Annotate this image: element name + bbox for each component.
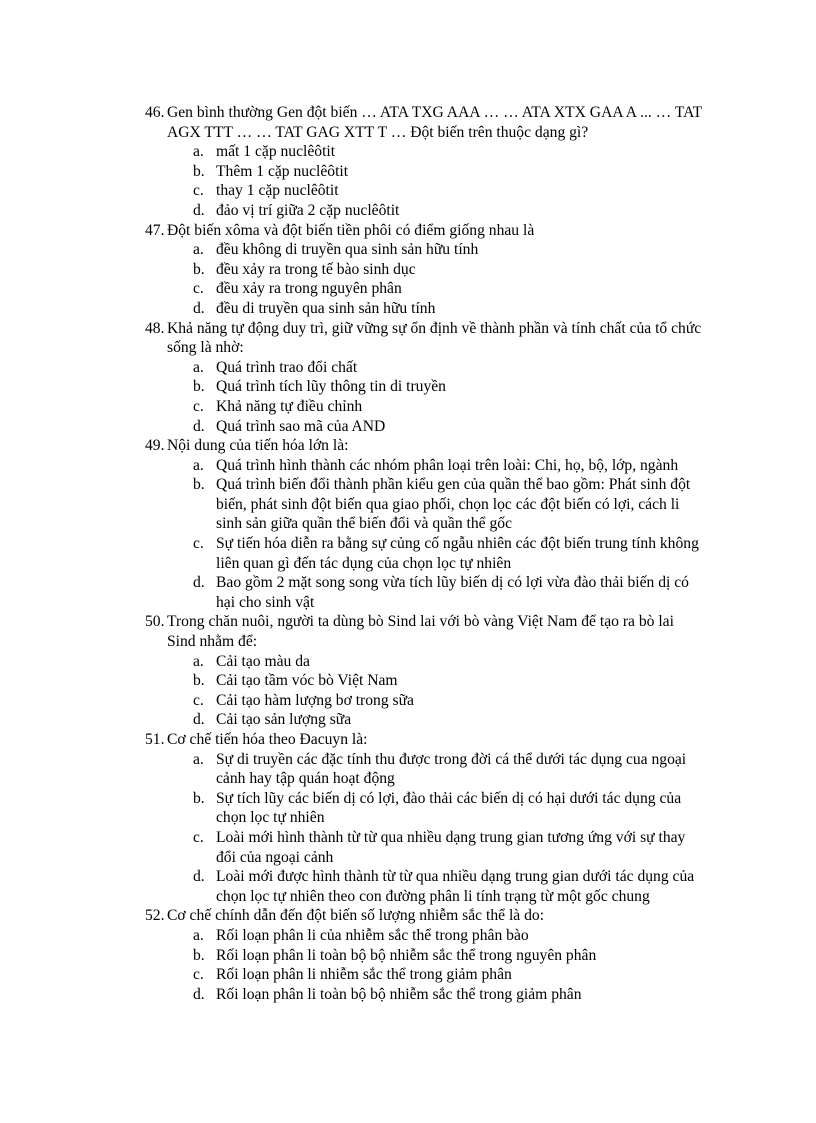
option-text: Quá trình biến đổi thành phần kiểu gen của quần thể bao gồm: Phát sinh đột biến, phát sinh đột biến qua giao phối, chọn lọc các đột biến có lợi, cách li sinh sản giữa quần thể biến đổi và quần thể gốc bbox=[216, 476, 691, 533]
option-label: c. bbox=[193, 397, 204, 415]
option-label: b. bbox=[193, 162, 205, 180]
option-label: b. bbox=[193, 672, 205, 690]
option-text: đều xảy ra trong tế bào sinh dục bbox=[216, 260, 416, 278]
question-48 bbox=[145, 319, 705, 437]
option-label: d. bbox=[193, 574, 205, 592]
option-label: d. bbox=[193, 711, 205, 729]
option-text: Bao gồm 2 mặt song song vừa tích lũy biến dị có lợi vừa đào thải biến dị có hại cho sinh vật bbox=[216, 574, 689, 611]
option-list bbox=[145, 750, 705, 907]
option-a bbox=[145, 240, 705, 260]
option-list bbox=[145, 456, 705, 613]
option-text: Rối loạn phân li nhiễm sắc thể trong giảm phân bbox=[216, 966, 512, 984]
option-c bbox=[145, 534, 705, 573]
document-body bbox=[145, 103, 705, 1004]
option-list bbox=[145, 652, 705, 730]
question-number: 49. bbox=[145, 437, 165, 455]
option-a bbox=[145, 750, 705, 789]
option-text: Rối loạn phân li toàn bộ bộ nhiễm sắc thể trong giảm phân bbox=[216, 985, 582, 1003]
question-text: Gen bình thường Gen đột biến … ATA TXG AAA … … ATA XTX GAA A ... … TAT AGX TTT … … TAT GAG XTT T … Đột biến trên thuộc dạng gì? bbox=[167, 104, 702, 141]
option-label: a. bbox=[193, 652, 204, 670]
option-text: Rối loạn phân li toàn bộ bộ nhiễm sắc thể trong nguyên phân bbox=[216, 946, 597, 964]
option-text: Loài mới hình thành từ từ qua nhiều dạng trung gian tương ứng với sự thay đổi của ngoại cảnh bbox=[216, 828, 686, 866]
question-stem bbox=[145, 906, 705, 926]
option-text: Cải tạo màu da bbox=[216, 652, 310, 670]
option-text: Sự tiến hóa diễn ra bằng sự củng cố ngẫu nhiên các đột biến trung tính không liên quan gì đến tác dụng của chọn lọc tự nhiên bbox=[216, 535, 699, 572]
question-number: 48. bbox=[145, 319, 165, 337]
question-text: Trong chăn nuôi, người ta dùng bò Sind lai với bò vàng Việt Nam để tạo ra bò lai Sind nhằm để: bbox=[167, 613, 674, 651]
option-text: đều xảy ra trong nguyên phân bbox=[216, 280, 402, 298]
option-b bbox=[145, 475, 705, 534]
option-b bbox=[145, 946, 705, 966]
option-label: c. bbox=[193, 828, 204, 846]
option-text: Cải tạo sản lượng sữa bbox=[216, 711, 352, 729]
option-c bbox=[145, 279, 705, 299]
option-label: b. bbox=[193, 789, 205, 807]
option-text: Rối loạn phân li của nhiễm sắc thể trong phân bào bbox=[216, 926, 529, 944]
option-b bbox=[145, 162, 705, 182]
option-a bbox=[145, 358, 705, 378]
question-52 bbox=[145, 906, 705, 1004]
option-label: b. bbox=[193, 260, 205, 278]
option-d bbox=[145, 573, 705, 612]
option-c bbox=[145, 965, 705, 985]
question-47 bbox=[145, 221, 705, 319]
option-c bbox=[145, 691, 705, 711]
question-text: Cơ chế tiến hóa theo Đacuyn là: bbox=[167, 731, 368, 748]
option-a bbox=[145, 142, 705, 162]
question-50 bbox=[145, 612, 705, 730]
option-d bbox=[145, 417, 705, 437]
question-49 bbox=[145, 436, 705, 612]
option-a bbox=[145, 652, 705, 672]
question-51 bbox=[145, 730, 705, 906]
option-text: thay 1 cặp nuclêôtit bbox=[216, 182, 339, 200]
option-label: c. bbox=[193, 280, 204, 298]
option-b bbox=[145, 260, 705, 280]
question-number: 51. bbox=[145, 731, 165, 748]
option-text: Cải tạo hàm lượng bơ trong sữa bbox=[216, 691, 414, 709]
option-c bbox=[145, 397, 705, 417]
option-label: a. bbox=[193, 241, 204, 259]
option-label: d. bbox=[193, 417, 205, 435]
option-label: c. bbox=[193, 691, 204, 709]
option-label: d. bbox=[193, 299, 205, 317]
question-number: 46. bbox=[145, 104, 165, 121]
question-stem bbox=[145, 730, 705, 750]
question-number: 50. bbox=[145, 613, 165, 631]
option-label: c. bbox=[193, 182, 204, 200]
option-label: a. bbox=[193, 456, 204, 474]
option-d bbox=[145, 201, 705, 221]
question-stem bbox=[145, 436, 705, 456]
option-a bbox=[145, 926, 705, 946]
question-text: Khả năng tự động duy trì, giữ vững sự ổn định về thành phần và tính chất của tổ chức sống là nhờ: bbox=[167, 319, 702, 357]
question-text: Đột biến xôma và đột biến tiền phôi có điểm giống nhau là bbox=[167, 221, 535, 239]
option-text: Quá trình hình thành các nhóm phân loại trên loài: Chi, họ, bộ, lớp, ngành bbox=[216, 456, 679, 474]
option-text: Quá trình sao mã của AND bbox=[216, 417, 386, 435]
question-text: Nội dung của tiến hóa lớn là: bbox=[167, 437, 349, 455]
option-label: d. bbox=[193, 985, 205, 1003]
option-text: Cải tạo tầm vóc bò Việt Nam bbox=[216, 672, 398, 690]
question-number: 52. bbox=[145, 907, 165, 925]
option-label: d. bbox=[193, 868, 205, 886]
option-c bbox=[145, 181, 705, 201]
option-list bbox=[145, 142, 705, 220]
question-number: 47. bbox=[145, 221, 165, 239]
option-text: đảo vị trí giữa 2 cặp nuclêôtit bbox=[216, 201, 400, 219]
option-label: b. bbox=[193, 946, 205, 964]
option-label: a. bbox=[193, 358, 204, 376]
option-text: Loài mới được hình thành từ từ qua nhiều dạng trung gian dưới tác dụng của chọn lọc tự nhiên theo con đường phân li tính trạng từ một gốc chung bbox=[216, 868, 695, 905]
option-b bbox=[145, 377, 705, 397]
option-label: c. bbox=[193, 966, 204, 984]
option-list bbox=[145, 358, 705, 436]
question-stem bbox=[145, 103, 705, 142]
option-text: Quá trình trao đổi chất bbox=[216, 358, 358, 376]
option-text: Sự tích lũy các biến dị có lợi, đào thải các biến dị có hại dưới tác dụng của chọn lọc tự nhiên bbox=[216, 789, 682, 827]
option-label: a. bbox=[193, 926, 204, 944]
option-text: đều không di truyền qua sinh sản hữu tính bbox=[216, 241, 479, 259]
question-stem bbox=[145, 612, 705, 651]
option-list bbox=[145, 926, 705, 1004]
option-text: mất 1 cặp nuclêôtit bbox=[216, 143, 336, 161]
option-label: c. bbox=[193, 535, 204, 553]
option-label: b. bbox=[193, 378, 205, 396]
option-d bbox=[145, 299, 705, 319]
option-label: a. bbox=[193, 750, 204, 768]
option-text: Quá trình tích lũy thông tin di truyền bbox=[216, 378, 446, 396]
option-text: Khả năng tự điều chỉnh bbox=[216, 397, 363, 415]
question-stem bbox=[145, 319, 705, 358]
option-b bbox=[145, 789, 705, 828]
option-label: d. bbox=[193, 201, 205, 219]
question-text: Cơ chế chính dẫn đến đột biến số lượng nhiễm sắc thể là do: bbox=[167, 907, 545, 925]
option-d bbox=[145, 985, 705, 1005]
option-d bbox=[145, 867, 705, 906]
option-a bbox=[145, 456, 705, 476]
option-text: Thêm 1 cặp nuclêôtit bbox=[216, 162, 349, 180]
option-c bbox=[145, 828, 705, 867]
option-label: a. bbox=[193, 143, 204, 161]
option-list bbox=[145, 240, 705, 318]
option-d bbox=[145, 710, 705, 730]
option-text: Sự di truyền các đặc tính thu được trong đời cá thể dưới tác dụng cua ngoại cảnh hay tập quán hoạt động bbox=[216, 750, 687, 788]
option-text: đều di truyền qua sinh sản hữu tính bbox=[216, 299, 436, 317]
question-stem bbox=[145, 221, 705, 241]
option-label: b. bbox=[193, 476, 205, 494]
option-b bbox=[145, 671, 705, 691]
question-46 bbox=[145, 103, 705, 221]
